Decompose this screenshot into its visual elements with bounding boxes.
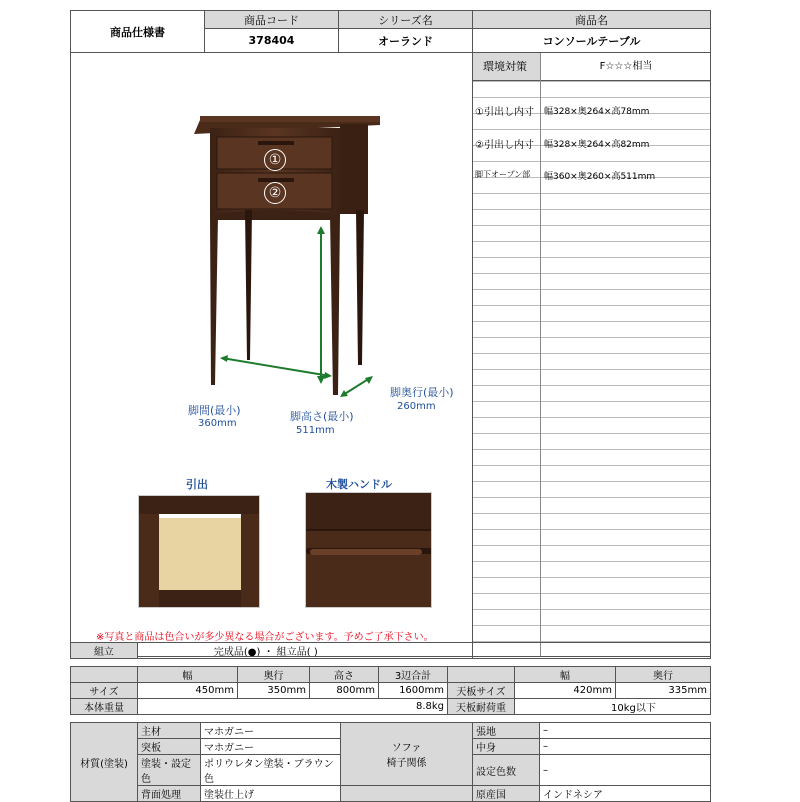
grid-line (473, 257, 711, 258)
sofa-label (341, 723, 473, 786)
top-width: 420mm (515, 683, 616, 699)
assembly-value: 完成品(●) ・ 組立品( ) (137, 643, 473, 659)
grid-line (473, 289, 711, 290)
name-label: 商品名 (473, 11, 711, 29)
origin-value: インドネシア (540, 786, 711, 802)
grid-line (473, 513, 711, 514)
drawer-2-marker: ② (264, 182, 286, 204)
grid-line (473, 129, 711, 130)
material-value-main: マホガニー (201, 723, 341, 739)
grid-line (473, 209, 711, 210)
grid-line (473, 337, 711, 338)
origin-label: 原産国 (473, 786, 540, 802)
sofa-label-fabric: 張地 (473, 723, 540, 739)
top-depth: 335mm (616, 683, 711, 699)
dim-width-label: 脚間(最小) (188, 404, 241, 417)
spec-grid (472, 53, 711, 657)
grid-line (473, 385, 711, 386)
sofa-label-filling: 中身 (473, 739, 540, 755)
name-value: コンソールテーブル (473, 29, 711, 53)
dim-depth-label: 脚奥行(最小) (390, 386, 454, 399)
dim-height-value: 511mm (296, 425, 335, 436)
material-label-veneer: 突板 (138, 739, 201, 755)
grid-line (473, 321, 711, 322)
grid-line (473, 353, 711, 354)
header-table (70, 10, 711, 53)
grid-line (473, 401, 711, 402)
drawer-photo (138, 495, 260, 608)
size-header-depth: 奥行 (238, 667, 310, 683)
top-size-label: 天板サイズ (448, 683, 515, 699)
grid-line (473, 305, 711, 306)
material-value-finish: ポリウレタン塗装・ブラウン色 (201, 755, 341, 786)
dim-depth-value: 260mm (397, 401, 436, 412)
spec-label-open: 脚下オープン部 (475, 170, 531, 179)
grid-line (473, 497, 711, 498)
spec-label-env: 環境対策 (473, 53, 540, 81)
material-label-finish: 塗装・設定色 (138, 755, 201, 786)
grid-line (473, 433, 711, 434)
size-height: 800mm (310, 683, 379, 699)
load-value: 10kg以下 (515, 699, 711, 715)
grid-line (473, 369, 711, 370)
assembly-row (70, 642, 711, 659)
series-label: シリーズ名 (339, 11, 473, 29)
series-value: オーランド (339, 29, 473, 53)
size-header-total: 3辺合計 (379, 667, 448, 683)
code-label: 商品コード (205, 11, 339, 29)
load-label: 天板耐荷重 (448, 699, 515, 715)
size-depth: 350mm (238, 683, 310, 699)
sofa-label-colors: 設定色数 (473, 755, 540, 786)
spec-value-open: 幅360×奥260×高511mm (544, 172, 656, 182)
material-value-veneer: マホガニー (201, 739, 341, 755)
code-value: 378404 (205, 29, 339, 53)
top-header-depth: 奥行 (616, 667, 711, 683)
weight-value: 8.8kg (138, 699, 448, 715)
grid-line (473, 81, 711, 82)
material-label-back: 背面処理 (138, 786, 201, 802)
size-table (70, 666, 711, 715)
grid-line (473, 481, 711, 482)
grid-line (473, 625, 711, 626)
material-value-back: 塗装仕上げ (201, 786, 341, 802)
dim-height-label: 脚高さ(最小) (290, 410, 354, 423)
grid-line (473, 465, 711, 466)
drawer-caption: 引出 (186, 478, 208, 491)
size-total: 1600mm (379, 683, 448, 699)
grid-line (473, 561, 711, 562)
color-notice: ※写真と商品は色合いが多少異なる場合がございます。予めご了承下さい。 (96, 632, 434, 643)
size-header-width: 幅 (138, 667, 238, 683)
sofa-value-fabric: – (540, 723, 711, 739)
grid-line (473, 97, 711, 98)
grid-line (473, 609, 711, 610)
handle-caption: 木製ハンドル (326, 478, 392, 491)
grid-line (473, 593, 711, 594)
grid-line (473, 273, 711, 274)
sofa-label-2: 椅子関係 (386, 758, 427, 769)
top-header-width: 幅 (515, 667, 616, 683)
grid-line (473, 225, 711, 226)
size-header-height: 高さ (310, 667, 379, 683)
sofa-value-filling: – (540, 739, 711, 755)
sofa-label-1: ソファ (391, 743, 422, 754)
size-label: サイズ (71, 683, 138, 699)
weight-label: 本体重量 (71, 699, 138, 715)
grid-line (473, 529, 711, 530)
spec-value-drawer2: 幅328×奥264×高82mm (544, 140, 650, 150)
assembly-label: 組立 (71, 643, 138, 659)
materials-label: 材質(塗装) (71, 723, 138, 802)
grid-line (473, 161, 711, 162)
materials-table (70, 722, 711, 802)
grid-line (473, 193, 711, 194)
size-width: 450mm (138, 683, 238, 699)
material-label-main: 主材 (138, 723, 201, 739)
spec-label-drawer1: ①引出し内寸 (475, 107, 534, 118)
grid-line (473, 417, 711, 418)
page-title: 商品仕様書 (71, 11, 205, 53)
sofa-value-colors: – (540, 755, 711, 786)
dim-width-value: 360mm (198, 418, 237, 429)
spec-value-env: F☆☆☆相当 (541, 53, 711, 81)
spec-label-drawer2: ②引出し内寸 (475, 140, 534, 151)
grid-line (473, 545, 711, 546)
grid-line (473, 241, 711, 242)
drawer-1-marker: ① (264, 149, 286, 171)
handle-photo (305, 492, 432, 608)
grid-line (473, 577, 711, 578)
grid-line (473, 449, 711, 450)
spec-value-drawer1: 幅328×奥264×高78mm (544, 107, 650, 117)
